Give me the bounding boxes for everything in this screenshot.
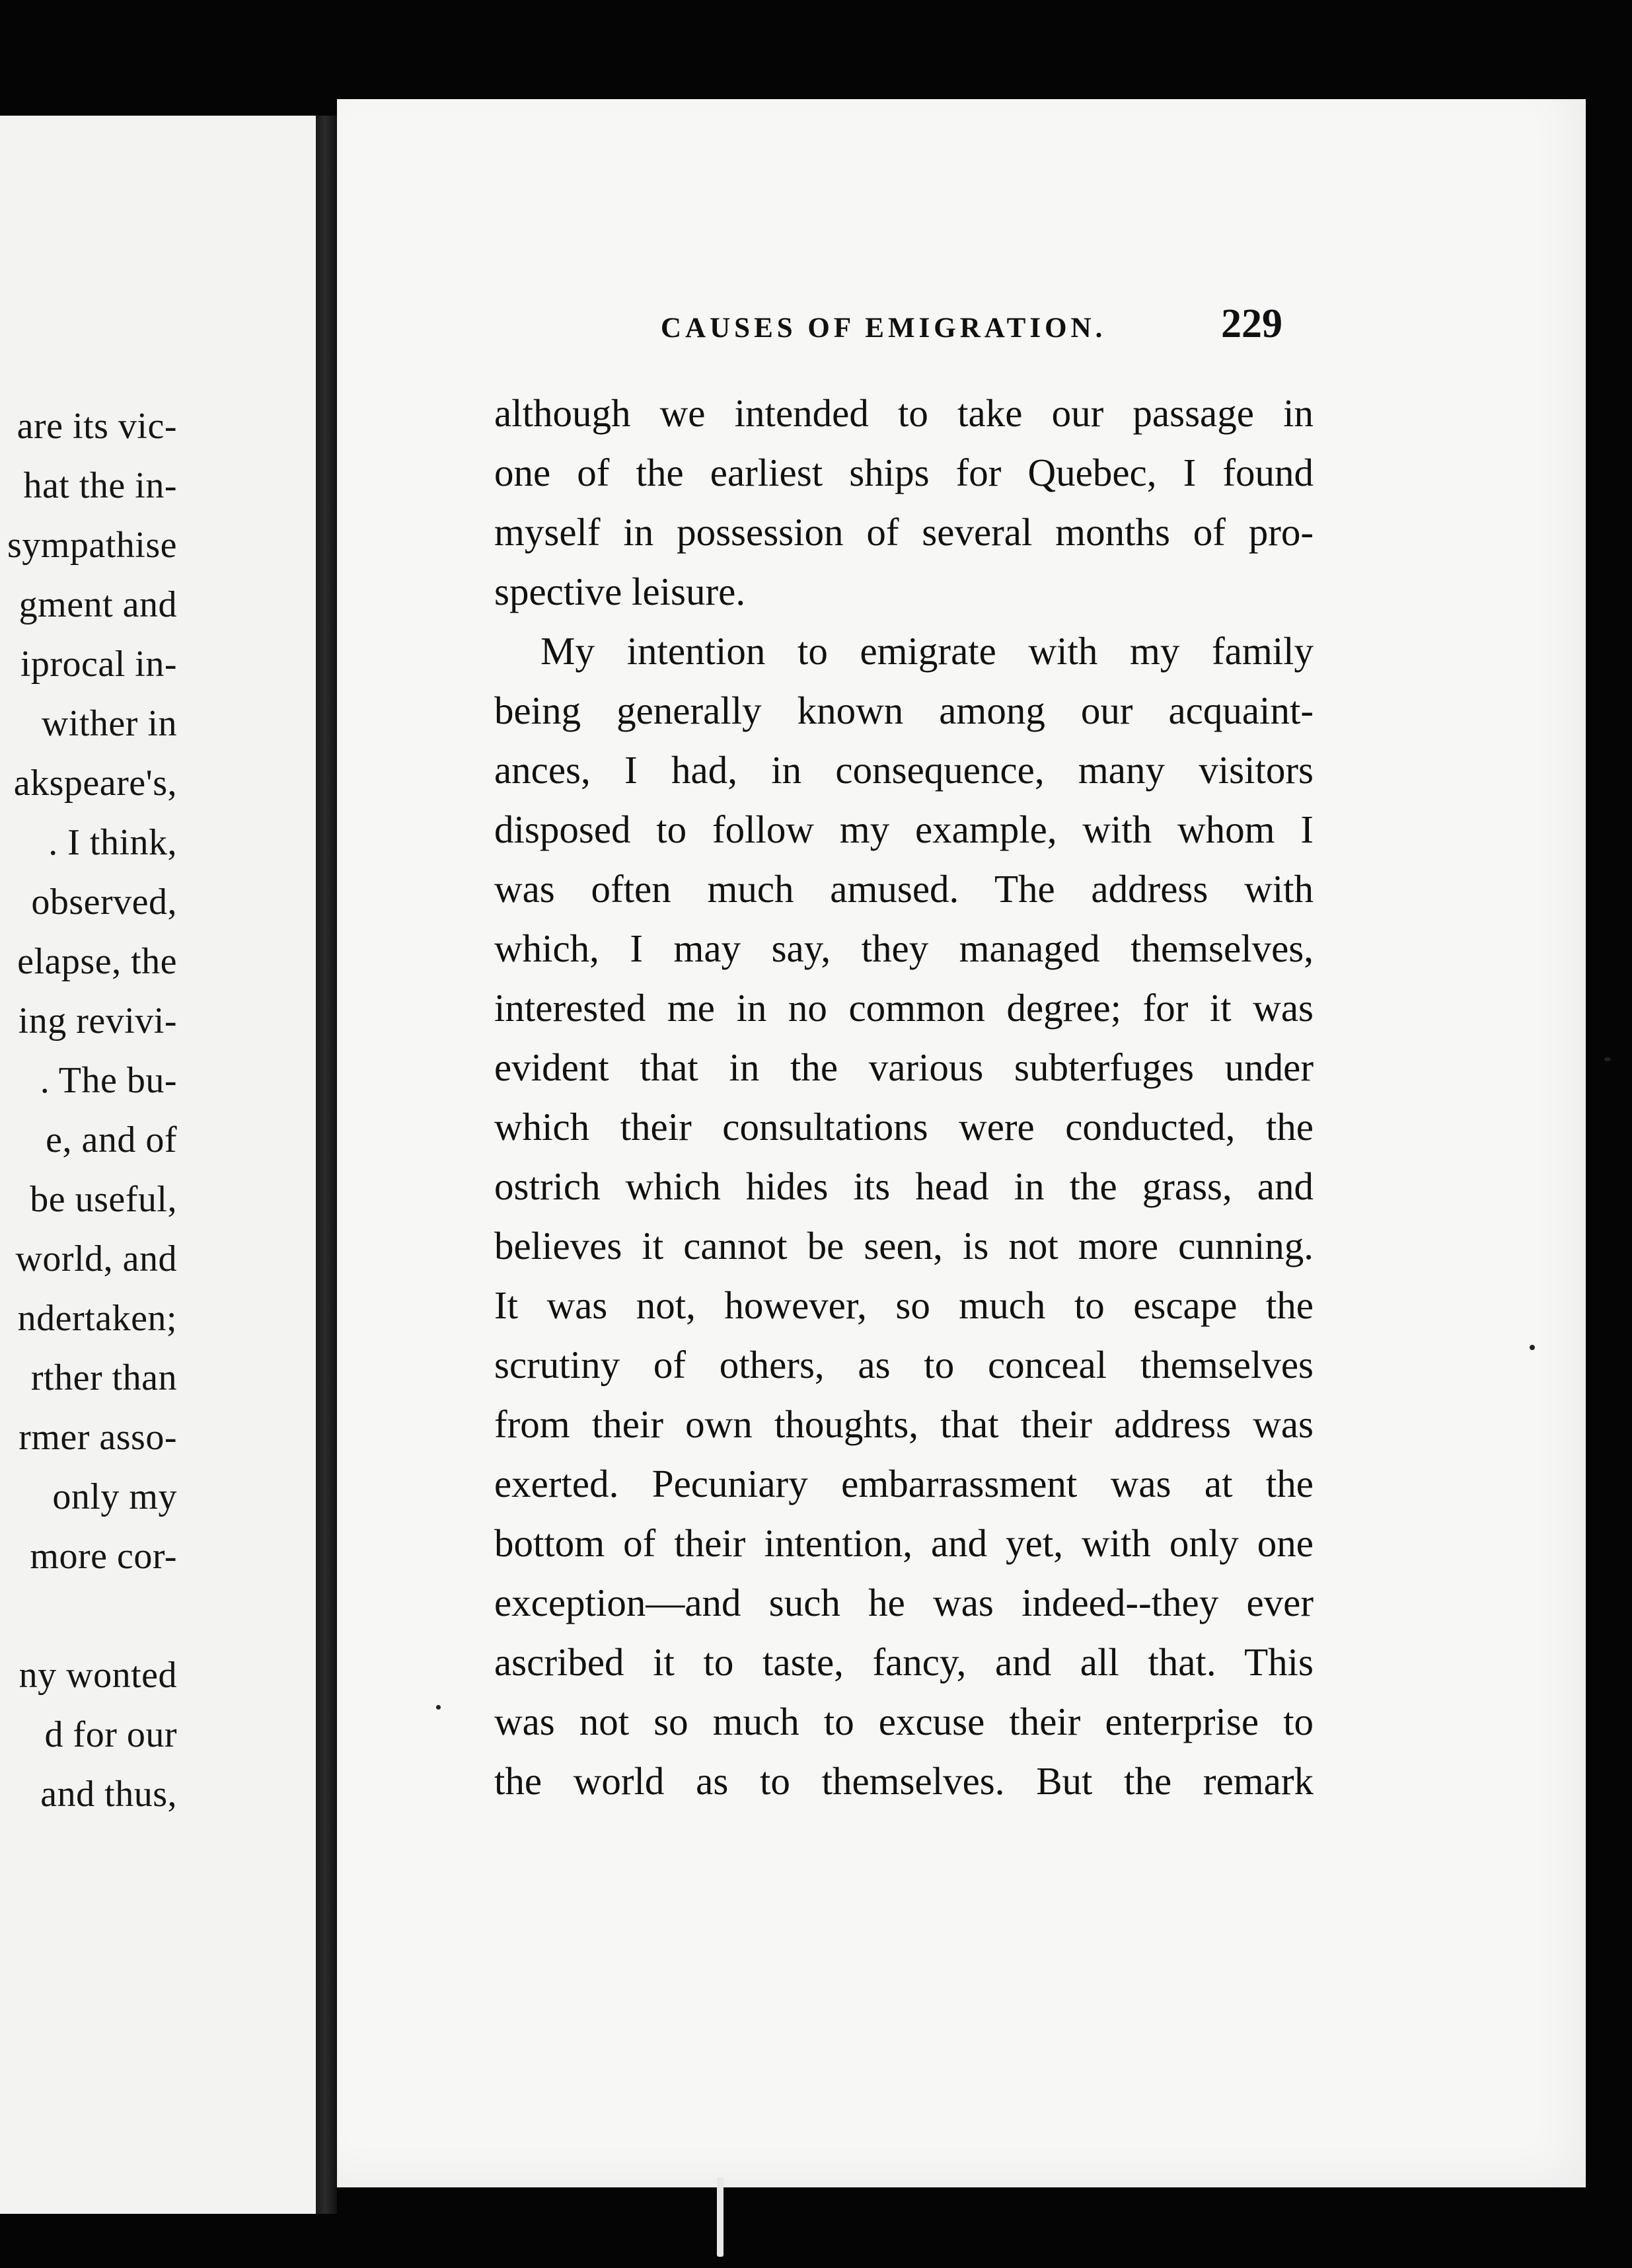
ink-speck <box>1604 1057 1611 1061</box>
text-line: exception—and such he was indeed--they ever <box>494 1581 1314 1624</box>
left-line: rther than <box>30 1357 177 1398</box>
left-line: ny wonted <box>19 1655 177 1696</box>
text-line: ascribed it to taste, fancy, and all that. This <box>494 1640 1314 1684</box>
text-line: ostrich which hides its head in the grass, and <box>494 1164 1314 1208</box>
text-line: scrutiny of others, as to conceal themselves <box>494 1343 1314 1386</box>
left-line: hat the in- <box>23 465 177 506</box>
left-page <box>0 116 318 2214</box>
text-line: My intention to emigrate with my family <box>540 629 1314 673</box>
text-line: disposed to follow my example, with whom I <box>494 808 1314 851</box>
left-line: . I think, <box>48 822 177 863</box>
text-line: being generally known among our acquaint- <box>494 689 1314 732</box>
left-line: ndertaken; <box>17 1298 177 1339</box>
left-line: ing revivi- <box>18 1001 177 1041</box>
paper-tear <box>717 2177 723 2257</box>
page-number: 229 <box>1221 301 1282 346</box>
left-line: akspeare's, <box>13 763 177 804</box>
text-line: evident that in the various subterfuges under <box>494 1045 1314 1089</box>
left-line: d for our <box>44 1714 177 1755</box>
left-line: iprocal in- <box>20 644 177 685</box>
running-head: CAUSES OF EMIGRATION. <box>661 313 1107 344</box>
left-line: more cor- <box>30 1536 177 1577</box>
text-line: one of the earliest ships for Quebec, I found <box>494 451 1314 494</box>
text-line: exerted. Pecuniary embarrassment was at the <box>494 1462 1314 1505</box>
text-line: spective leisure. <box>494 570 746 613</box>
left-line: e, and of <box>46 1119 177 1160</box>
text-line: myself in possession of several months of pro- <box>494 510 1314 554</box>
left-line: are its vic- <box>17 406 177 447</box>
book-gutter <box>316 116 337 2214</box>
text-line: believes it cannot be seen, is not more cunning. <box>494 1224 1314 1267</box>
text-line: which their consultations were conducted, the <box>494 1105 1314 1149</box>
left-line: sympathise <box>7 525 177 566</box>
left-line: . The bu- <box>40 1060 177 1101</box>
left-line: elapse, the <box>17 941 177 982</box>
left-line: be useful, <box>30 1179 177 1220</box>
text-line: which, I may say, they managed themselves, <box>494 926 1314 970</box>
text-line: although we intended to take our passage in <box>494 391 1314 435</box>
left-line: wither in <box>41 703 177 744</box>
ink-speck <box>436 1705 441 1710</box>
text-line: the world as to themselves. But the remark <box>494 1759 1314 1803</box>
text-line: It was not, however, so much to escape the <box>494 1283 1314 1327</box>
left-line: and thus, <box>40 1774 177 1815</box>
text-line: was not so much to excuse their enterprise to <box>494 1700 1314 1743</box>
text-line: interested me in no common degree; for it was <box>494 986 1314 1030</box>
left-line: gment and <box>19 584 177 625</box>
left-line: rmer asso- <box>19 1417 177 1458</box>
left-line: observed, <box>31 882 177 923</box>
ink-speck <box>1530 1345 1535 1350</box>
text-line: from their own thoughts, that their address was <box>494 1402 1314 1446</box>
text-line: was often much amused. The address with <box>494 867 1314 911</box>
text-line: bottom of their intention, and yet, with only one <box>494 1521 1314 1565</box>
left-line: only my <box>52 1476 177 1517</box>
text-line: ances, I had, in consequence, many visitors <box>494 748 1314 792</box>
left-line: world, and <box>15 1238 177 1279</box>
